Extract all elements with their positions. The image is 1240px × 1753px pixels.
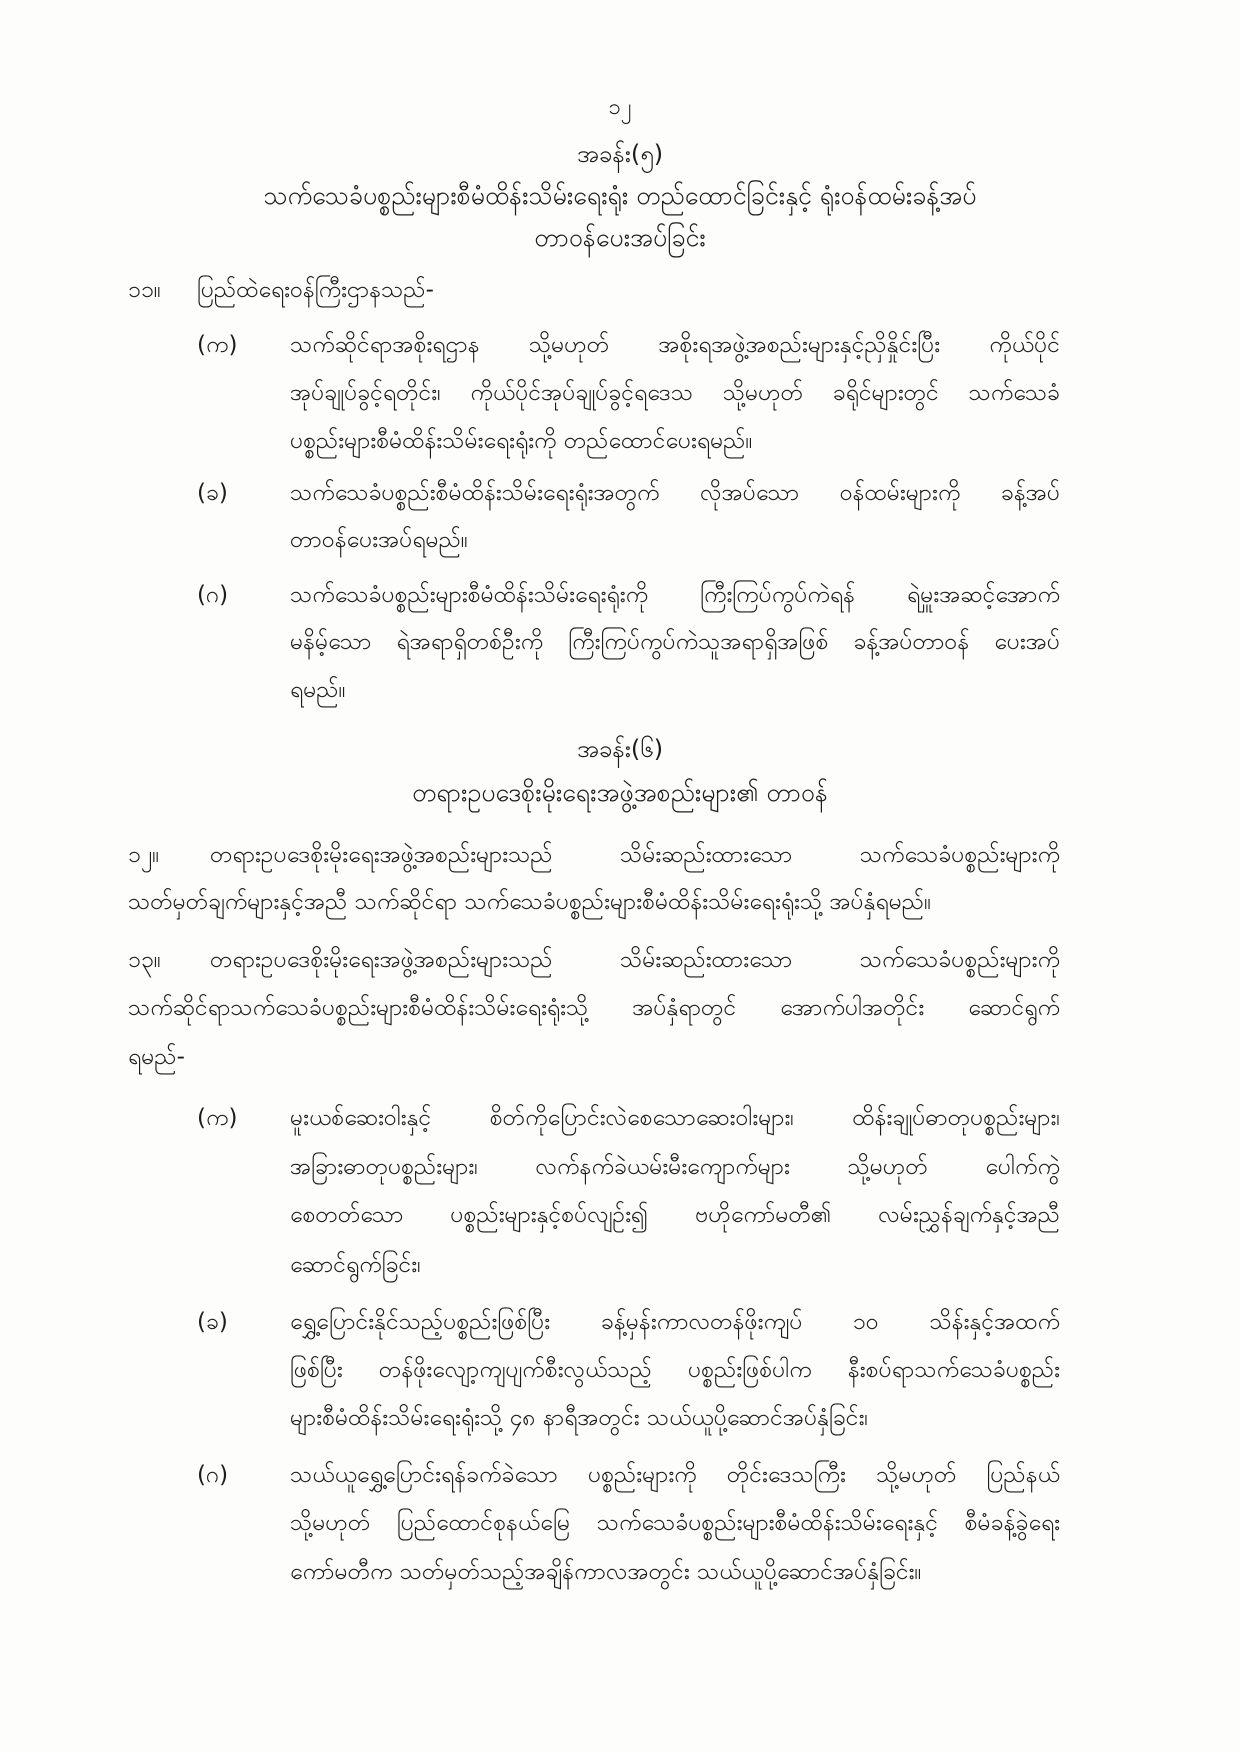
- section-13-item-ga-line-3: ကော်မတီက သတ်မှတ်သည့်အချိန်ကာလအတွင်း သယ်ယူပို့ဆောင်အပ်နှံခြင်း။: [290, 1559, 922, 1585]
- section-11-number: ၁၁။: [128, 277, 161, 303]
- section-13-item-ka-marker: (က): [197, 1105, 238, 1131]
- section-11-item-kha-line-2: တာဝန်ပေးအပ်ရမည်။: [290, 527, 468, 553]
- chapter-5-heading: အခန်း(၅): [576, 140, 664, 168]
- section-13-item-kha-marker: (ခ): [197, 1309, 228, 1335]
- section-13-item-kha-line-2: ဖြစ်ပြီး တန်ဖိုးလျော့ကျပျက်စီးလွယ်သည့် ပစ္စည်းဖြစ်ပါက နီးစပ်ရာသက်သေခံပစ္စည်း: [290, 1357, 1060, 1383]
- section-13-item-ga-line-2: သို့မဟုတ် ပြည်ထောင်စုနယ်မြေ သက်သေခံပစ္စည်းများစီမံထိန်းသိမ်းရေးနှင့် စီမံခန့်ခွဲရေး: [290, 1510, 1060, 1536]
- section-13-line-1: တရားဥပဒေစိုးမိုးရေးအဖွဲ့အစည်းများသည် သိမ်းဆည်းထားသော သက်သေခံပစ္စည်းများကို: [210, 947, 1060, 973]
- section-11-item-ka-line-2: အုပ်ချုပ်ခွင့်ရတိုင်း၊ ကိုယ်ပိုင်အုပ်ချုပ်ခွင့်ရဒေသ သို့မဟုတ် ခရိုင်များတွင် သက်သေခံ: [290, 380, 1060, 406]
- section-13-number: ၁၃။: [128, 947, 161, 973]
- section-13-item-ka-line-1: မူးယစ်ဆေးဝါးနှင့် စိတ်ကိုပြောင်းလဲစေသောဆေးဝါးများ၊ ထိန်းချုပ်ဓာတုပစ္စည်းများ၊: [290, 1105, 1060, 1131]
- section-13-item-ga-marker: (ဂ): [197, 1462, 229, 1488]
- section-11-item-kha-marker: (ခ): [197, 480, 228, 506]
- section-13-line-3: ရမည်-: [128, 1044, 185, 1070]
- section-13-item-ga-line-1: သယ်ယူရွှေ့ပြောင်းရန်ခက်ခဲသော ပစ္စည်းများကို တိုင်းဒေသကြီး သို့မဟုတ် ပြည်နယ်: [290, 1462, 1060, 1488]
- page-number: ၁၂: [608, 95, 632, 120]
- section-11-intro: ပြည်ထဲရေးဝန်ကြီးဌာနသည်-: [197, 277, 434, 303]
- section-12-line-1: တရားဥပဒေစိုးမိုးရေးအဖွဲ့အစည်းများသည် သိမ်းဆည်းထားသော သက်သေခံပစ္စည်းများကို: [210, 842, 1060, 868]
- section-13-item-kha-line-3: များစီမံထိန်းသိမ်းရေးရုံးသို့ ၄၈ နာရီအတွင်း သယ်ယူပို့ဆောင်အပ်နှံခြင်း၊: [290, 1405, 869, 1431]
- section-13-item-kha-line-1: ရွှေ့ပြောင်းနိုင်သည့်ပစ္စည်းဖြစ်ပြီး ခန့်မှန်းကာလတန်ဖိုးကျပ် ၁၀ သိန်းနှင့်အထက်: [290, 1309, 1060, 1335]
- section-11-item-ga-line-2: မနိမ့်သော ရဲအရာရှိတစ်ဦးကို ကြီးကြပ်ကွပ်ကဲသူအရာရှိအဖြစ် ခန့်အပ်တာဝန် ပေးအပ်: [290, 629, 1060, 655]
- section-12-number: ၁၂။: [128, 842, 160, 868]
- section-13-line-2: သက်ဆိုင်ရာသက်သေခံပစ္စည်းများစီမံထိန်းသိမ်းရေးရုံးသို့ အပ်နှံရာတွင် အောက်ပါအတိုင်း ဆောင်ရွက်: [128, 995, 1060, 1021]
- section-11-item-ga-line-1: သက်သေခံပစ္စည်းများစီမံထိန်းသိမ်းရေးရုံးကို ကြီးကြပ်ကွပ်ကဲရန် ရဲမှူးအဆင့်အောက်: [290, 582, 1060, 608]
- chapter-6-title: တရားဥပဒေစိုးမိုးရေးအဖွဲ့အစည်းများ၏ တာဝန်: [412, 778, 828, 807]
- section-11-item-kha-line-1: သက်သေခံပစ္စည်းစီမံထိန်းသိမ်းရေးရုံးအတွက် လိုအပ်သော ဝန်ထမ်းများကို ခန့်အပ်: [290, 480, 1060, 506]
- section-11-item-ga-marker: (ဂ): [197, 582, 229, 608]
- chapter-5-title-line-2: တာဝန်ပေးအပ်ခြင်း: [534, 223, 706, 252]
- section-13-item-ka-line-4: ဆောင်ရွက်ခြင်း၊: [290, 1252, 421, 1278]
- chapter-5-title-line-1: သက်သေခံပစ္စည်းများစီမံထိန်းသိမ်းရေးရုံး တည်ထောင်ခြင်းနှင့် ရုံးဝန်ထမ်းခန့်အပ်: [263, 181, 977, 210]
- section-13-item-ka-line-2: အခြားဓာတုပစ္စည်းများ၊ လက်နက်ခဲယမ်းမီးကျောက်များ သို့မဟုတ် ပေါက်ကွဲ: [290, 1154, 1060, 1180]
- section-12-line-2: သတ်မှတ်ချက်များနှင့်အညီ သက်ဆိုင်ရာ သက်သေခံပစ္စည်းများစီမံထိန်းသိမ်းရေးရုံးသို့ အပ်နှံရမည်။: [128, 889, 932, 915]
- section-13-item-ka-line-3: စေတတ်သော ပစ္စည်းများနှင့်စပ်လျဉ်း၍ ဗဟိုကော်မတီ၏ လမ်းညွှန်ချက်နှင့်အညီ: [290, 1202, 1060, 1228]
- chapter-6-heading: အခန်း(၆): [576, 735, 664, 763]
- section-11-item-ka-marker: (က): [197, 332, 238, 358]
- section-11-item-ka-line-3: ပစ္စည်းများစီမံထိန်းသိမ်းရေးရုံးကို တည်ထောင်ပေးရမည်။: [290, 428, 753, 454]
- section-11-item-ga-line-3: ရမည်။: [290, 677, 346, 703]
- section-11-item-ka-line-1: သက်ဆိုင်ရာအစိုးရဌာန သို့မဟုတ် အစိုးရအဖွဲ့အစည်းများနှင့်ညှိနှိုင်းပြီး ကိုယ်ပိုင်: [290, 332, 1060, 358]
